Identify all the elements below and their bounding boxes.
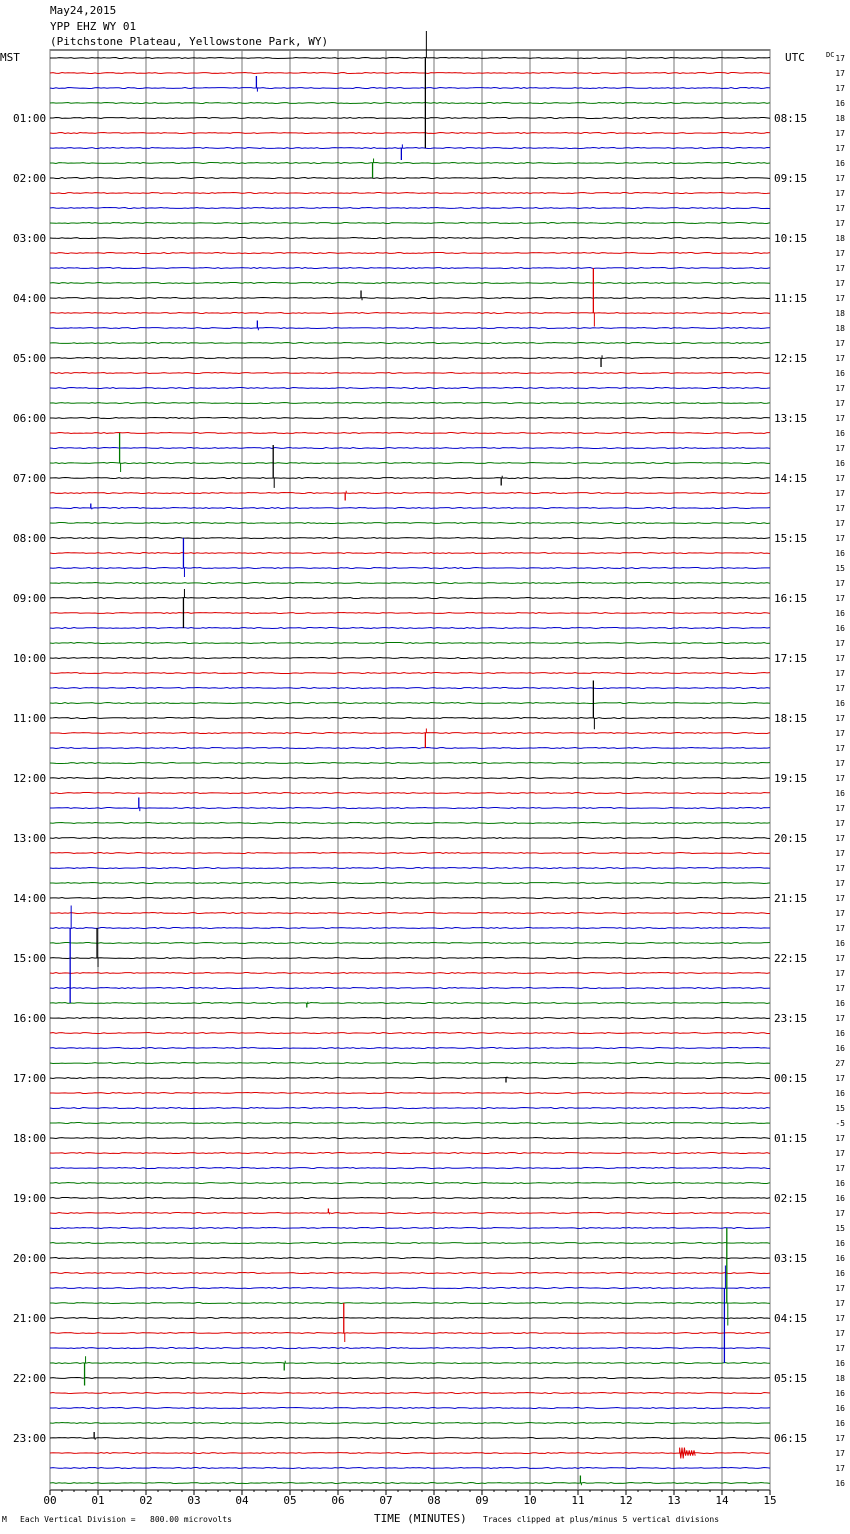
dc-offset-label: 17 [835, 834, 845, 843]
right-axis-title: UTC [785, 51, 805, 64]
mst-hour-label: 02:00 [13, 172, 47, 185]
trace-line [50, 988, 770, 989]
dc-offset-label: 17 [835, 1074, 845, 1083]
dc-offset-label: 16 [835, 549, 845, 558]
dc-offset-label: 17 [835, 189, 845, 198]
dc-offset-label: 17 [835, 849, 845, 858]
dc-offset-label: 17 [835, 1344, 845, 1353]
utc-hour-label: 04:15 [774, 1312, 808, 1325]
trace-line [50, 283, 770, 284]
dc-offset-label: 17 [835, 744, 845, 753]
dc-offset-label: 18 [835, 234, 845, 243]
trace-line [50, 808, 770, 809]
mst-hour-label: 11:00 [13, 712, 47, 725]
dc-offset-label: 17 [835, 294, 845, 303]
dc-offset-label: 17 [835, 1164, 845, 1173]
utc-hour-label: 13:15 [774, 412, 808, 425]
trace-line [50, 328, 770, 329]
trace-line [50, 913, 770, 914]
dc-offset-label: 15 [835, 564, 845, 573]
trace-line [50, 223, 770, 224]
dc-offset-label: 16 [835, 1194, 845, 1203]
dc-offset-label: 15 [835, 1104, 845, 1113]
trace-line [50, 1318, 770, 1319]
trace-line [50, 208, 770, 209]
trace-line [50, 58, 770, 59]
mst-hour-label: 05:00 [13, 352, 47, 365]
trace-line [50, 1243, 770, 1244]
trace-line [50, 883, 770, 884]
trace-line [50, 1003, 770, 1004]
trace-line [50, 1453, 770, 1454]
dc-offset-label: 17 [835, 1209, 845, 1218]
utc-hour-label: 21:15 [774, 892, 808, 905]
trace-line [50, 793, 770, 794]
trace-line [50, 178, 770, 179]
trace-line [50, 1408, 770, 1409]
mst-hour-label: 04:00 [13, 292, 47, 305]
dc-offset-label: 17 [835, 489, 845, 498]
dc-offset-label: 16 [835, 624, 845, 633]
dc-offset-label: 16 [835, 609, 845, 618]
trace-line [50, 1108, 770, 1109]
utc-hour-label: 06:15 [774, 1432, 808, 1445]
dc-offset-label: 17 [835, 444, 845, 453]
dc-offset-label: 17 [835, 129, 845, 138]
trace-line [50, 943, 770, 944]
dc-offset-label: 17 [835, 759, 845, 768]
dc-offset-label: 17 [835, 879, 845, 888]
trace-line [50, 448, 770, 449]
dc-offset-label: 17 [835, 414, 845, 423]
x-tick-label: 12 [619, 1494, 633, 1507]
dc-offset-label: 16 [835, 999, 845, 1008]
mst-hour-label: 23:00 [13, 1432, 47, 1445]
trace-line [50, 73, 770, 74]
trace-line [50, 673, 770, 674]
x-tick-label: 05 [283, 1494, 297, 1507]
mst-hour-label: 15:00 [13, 952, 47, 965]
trace-line [50, 598, 770, 599]
dc-offset-label: 17 [835, 144, 845, 153]
scale-note: Each Vertical Division = 800.00 microvolts [20, 1515, 232, 1524]
mst-hour-label: 19:00 [13, 1192, 47, 1205]
dc-offset-label: 17 [835, 1434, 845, 1443]
trace-line [50, 1228, 770, 1229]
trace-line [50, 1093, 770, 1094]
x-tick-label: 07 [379, 1494, 393, 1507]
dc-offset-label: 17 [835, 924, 845, 933]
trace-line [50, 373, 770, 374]
mst-hour-label: 06:00 [13, 412, 47, 425]
dc-offset-label: 16 [835, 459, 845, 468]
utc-hour-label: 05:15 [774, 1372, 808, 1385]
trace-line [50, 1348, 770, 1349]
trace-line [50, 463, 770, 464]
dc-offset-label: 17 [835, 69, 845, 78]
utc-hour-label: 08:15 [774, 112, 808, 125]
trace-line [50, 103, 770, 104]
x-tick-label: 03 [187, 1494, 201, 1507]
dc-offset-label: 18 [835, 324, 845, 333]
station-label: YPP EHZ WY 01 [50, 20, 137, 33]
dc-offset-label: 27 [835, 1059, 845, 1068]
utc-hour-label: 00:15 [774, 1072, 808, 1085]
dc-offset-label: 16 [835, 1179, 845, 1188]
utc-hour-label: 09:15 [774, 172, 808, 185]
dc-offset-label: 17 [835, 894, 845, 903]
mst-hour-label: 14:00 [13, 892, 47, 905]
dc-offset-label: 17 [835, 594, 845, 603]
dc-offset-label: 16 [835, 789, 845, 798]
dc-offset-label: 17 [835, 984, 845, 993]
dc-offset-label: 16 [835, 159, 845, 168]
trace-line [50, 193, 770, 194]
trace-line [50, 433, 770, 434]
date-label: May24,2015 [50, 4, 117, 17]
dc-offset-label: 17 [835, 729, 845, 738]
trace-line [50, 868, 770, 869]
dc-offset-label: 16 [835, 99, 845, 108]
corner-mark: M [2, 1515, 7, 1524]
mst-hour-label: 20:00 [13, 1252, 47, 1265]
mst-hour-label: 21:00 [13, 1312, 47, 1325]
dc-offset-label: 17 [835, 54, 845, 63]
mst-hour-label: 13:00 [13, 832, 47, 845]
dc-offset-label: 16 [835, 939, 845, 948]
dc-offset-label: 17 [835, 504, 845, 513]
dc-offset-label: 17 [835, 669, 845, 678]
trace-line [50, 1198, 770, 1199]
dc-offset-label: 18 [835, 309, 845, 318]
mst-hour-label: 10:00 [13, 652, 47, 665]
dc-offset-label: 16 [835, 1419, 845, 1428]
x-tick-label: 04 [235, 1494, 249, 1507]
mst-hour-label: 03:00 [13, 232, 47, 245]
utc-hour-label: 23:15 [774, 1012, 808, 1025]
trace-line [50, 778, 770, 779]
trace-line [50, 583, 770, 584]
trace-line [50, 703, 770, 704]
x-tick-label: 02 [139, 1494, 153, 1507]
dc-offset-label: 17 [835, 204, 845, 213]
dc-offset-label: 17 [835, 219, 845, 228]
dc-offset-label: 17 [835, 1134, 845, 1143]
dc-offset-label: 17 [835, 249, 845, 258]
trace-line [50, 898, 770, 899]
utc-hour-label: 22:15 [774, 952, 808, 965]
trace-line [50, 958, 770, 959]
dc-offset-label: 17 [835, 474, 845, 483]
dc-offset-label: 17 [835, 579, 845, 588]
x-tick-label: 08 [427, 1494, 441, 1507]
utc-hour-label: 16:15 [774, 592, 808, 605]
dc-offset-label: 17 [835, 864, 845, 873]
dc-title: DC [826, 51, 835, 59]
trace-line [50, 733, 770, 734]
trace-line [50, 1393, 770, 1394]
x-axis-title: TIME (MINUTES) [374, 1512, 467, 1525]
mst-hour-label: 08:00 [13, 532, 47, 545]
dc-offset-label: 16 [835, 1389, 845, 1398]
utc-hour-label: 17:15 [774, 652, 808, 665]
dc-offset-label: 17 [835, 774, 845, 783]
trace-line [50, 508, 770, 509]
trace-line [50, 1258, 770, 1259]
dc-offset-label: 17 [835, 174, 845, 183]
trace-line [50, 538, 770, 539]
x-tick-label: 06 [331, 1494, 345, 1507]
trace-line [50, 313, 770, 314]
mst-hour-label: 07:00 [13, 472, 47, 485]
dc-offset-label: 17 [835, 534, 845, 543]
dc-offset-label: 17 [835, 354, 845, 363]
trace-line [50, 1018, 770, 1019]
dc-offset-label: 17 [835, 399, 845, 408]
utc-hour-label: 12:15 [774, 352, 808, 365]
trace-line [50, 253, 770, 254]
dc-offset-label: 17 [835, 909, 845, 918]
dc-offset-label: 17 [835, 264, 845, 273]
trace-line [50, 1438, 770, 1439]
utc-hour-label: 15:15 [774, 532, 808, 545]
dc-offset-label: 16 [835, 1479, 845, 1488]
dc-offset-label: 16 [835, 1044, 845, 1053]
dc-offset-label: 16 [835, 1404, 845, 1413]
dc-offset-label: 17 [835, 1149, 845, 1158]
dc-offset-label: 17 [835, 1449, 845, 1458]
dc-offset-label: 17 [835, 279, 845, 288]
trace-line [50, 1273, 770, 1274]
trace-line [50, 1213, 770, 1214]
dc-offset-label: 17 [835, 684, 845, 693]
utc-hour-label: 03:15 [774, 1252, 808, 1265]
mst-hour-label: 16:00 [13, 1012, 47, 1025]
dc-offset-label: 16 [835, 1089, 845, 1098]
trace-line [50, 1423, 770, 1424]
mst-hour-label: 18:00 [13, 1132, 47, 1145]
trace-line [50, 388, 770, 389]
dc-offset-label: 17 [835, 969, 845, 978]
mst-hour-label: 17:00 [13, 1072, 47, 1085]
dc-offset-label: 16 [835, 1269, 845, 1278]
dc-offset-label: 17 [835, 1014, 845, 1023]
trace-line [50, 1123, 770, 1124]
trace-line [50, 628, 770, 629]
dc-offset-label: 17 [835, 1299, 845, 1308]
dc-offset-label: 18 [835, 1374, 845, 1383]
mst-hour-label: 12:00 [13, 772, 47, 785]
x-tick-label: 15 [763, 1494, 777, 1507]
trace-line [50, 658, 770, 659]
trace-line [50, 973, 770, 974]
dc-offset-label: 17 [835, 339, 845, 348]
x-tick-label: 01 [91, 1494, 105, 1507]
trace-line [50, 358, 770, 359]
trace-line [50, 643, 770, 644]
x-tick-label: 14 [715, 1494, 729, 1507]
x-tick-label: 00 [43, 1494, 57, 1507]
utc-hour-label: 14:15 [774, 472, 808, 485]
utc-hour-label: 18:15 [774, 712, 808, 725]
trace-line [50, 133, 770, 134]
trace-line [50, 748, 770, 749]
utc-hour-label: 10:15 [774, 232, 808, 245]
dc-offset-label: 16 [835, 1239, 845, 1248]
trace-line [50, 118, 770, 119]
trace-line [50, 88, 770, 89]
dc-offset-label: 17 [835, 519, 845, 528]
trace-line [50, 1153, 770, 1154]
trace-line [50, 553, 770, 554]
utc-hour-label: 02:15 [774, 1192, 808, 1205]
trace-line [50, 1048, 770, 1049]
trace-line [50, 343, 770, 344]
dc-offset-label: 16 [835, 369, 845, 378]
utc-hour-label: 01:15 [774, 1132, 808, 1145]
dc-offset-label: -5 [835, 1119, 845, 1128]
trace-line [50, 568, 770, 569]
dc-offset-label: 16 [835, 1254, 845, 1263]
trace-line [50, 823, 770, 824]
trace-line [50, 238, 770, 239]
mst-hour-label: 01:00 [13, 112, 47, 125]
dc-offset-label: 17 [835, 804, 845, 813]
location-label: (Pitchstone Plateau, Yellowstone Park, WY) [50, 35, 329, 48]
dc-offset-label: 17 [835, 714, 845, 723]
trace-line [50, 853, 770, 854]
dc-offset-label: 17 [835, 1329, 845, 1338]
trace-line [50, 1168, 770, 1169]
dc-offset-label: 17 [835, 384, 845, 393]
dc-offset-label: 17 [835, 84, 845, 93]
trace-line [50, 1483, 770, 1484]
trace-line [50, 1288, 770, 1289]
dc-offset-label: 15 [835, 1224, 845, 1233]
mst-hour-label: 09:00 [13, 592, 47, 605]
dc-offset-label: 17 [835, 1464, 845, 1473]
trace-line [50, 478, 770, 479]
dc-offset-label: 16 [835, 699, 845, 708]
trace-line [50, 718, 770, 719]
trace-line [50, 838, 770, 839]
trace-line [50, 523, 770, 524]
dc-offset-label: 16 [835, 1359, 845, 1368]
trace-line [50, 688, 770, 689]
mst-hour-label: 22:00 [13, 1372, 47, 1385]
trace-line [50, 1363, 770, 1364]
dc-offset-label: 17 [835, 654, 845, 663]
x-tick-label: 13 [667, 1494, 681, 1507]
x-tick-label: 10 [523, 1494, 537, 1507]
trace-line [50, 1303, 770, 1304]
trace-line [50, 1183, 770, 1184]
dc-offset-label: 17 [835, 1284, 845, 1293]
dc-offset-label: 16 [835, 1029, 845, 1038]
trace-line [50, 763, 770, 764]
trace-line [50, 268, 770, 269]
trace-line [50, 928, 770, 929]
dc-offset-label: 16 [835, 429, 845, 438]
utc-hour-label: 19:15 [774, 772, 808, 785]
dc-offset-label: 17 [835, 954, 845, 963]
trace-line [50, 613, 770, 614]
trace-line [50, 1138, 770, 1139]
utc-hour-label: 20:15 [774, 832, 808, 845]
dc-offset-label: 18 [835, 114, 845, 123]
trace-line [50, 148, 770, 149]
trace-line [50, 1078, 770, 1079]
left-axis-title: MST [0, 51, 20, 64]
trace-line [50, 1333, 770, 1334]
dc-offset-label: 17 [835, 1314, 845, 1323]
trace-line [50, 493, 770, 494]
trace-line [50, 1033, 770, 1034]
trace-line [50, 298, 770, 299]
trace-line [50, 1468, 770, 1469]
plot-frame [50, 50, 770, 1490]
dc-offset-label: 17 [835, 819, 845, 828]
clip-note: Traces clipped at plus/minus 5 vertical divisions [483, 1515, 720, 1524]
x-tick-label: 09 [475, 1494, 489, 1507]
trace-line [50, 1063, 770, 1064]
dc-offset-label: 17 [835, 639, 845, 648]
x-tick-label: 11 [571, 1494, 585, 1507]
trace-line [50, 1378, 770, 1379]
trace-line [50, 403, 770, 404]
trace-line [50, 163, 770, 164]
trace-line [50, 418, 770, 419]
utc-hour-label: 11:15 [774, 292, 808, 305]
